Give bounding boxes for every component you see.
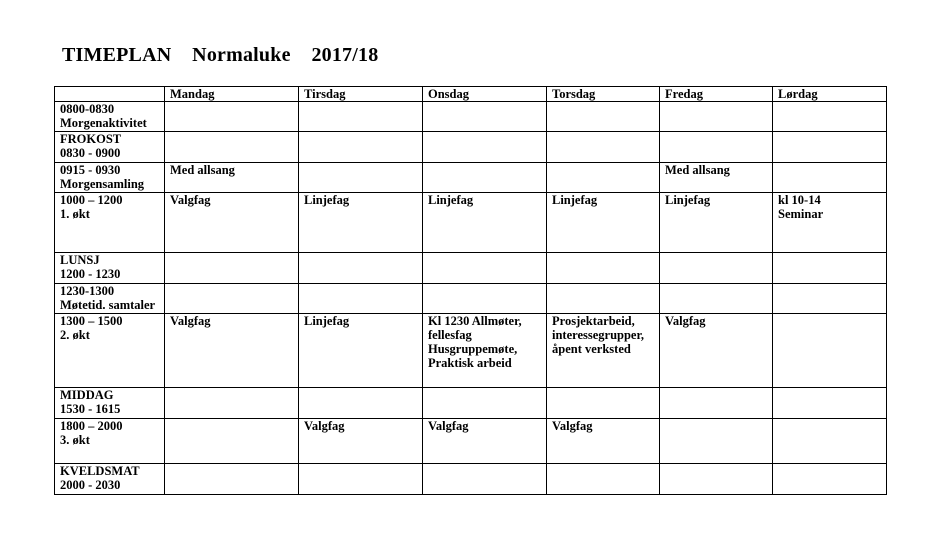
schedule-cell <box>660 314 773 388</box>
schedule-cell <box>165 388 299 419</box>
time-slot-line: 2. økt <box>60 328 90 342</box>
table-row <box>55 284 887 314</box>
schedule-cell <box>165 284 299 314</box>
activity-line: åpent verksted <box>552 342 631 356</box>
schedule-cell <box>547 102 660 132</box>
schedule-table <box>54 86 887 495</box>
time-slot-line: 1300 – 1500 <box>60 314 123 328</box>
activity-line: Husgruppemøte, <box>428 342 518 356</box>
schedule-cell <box>773 284 887 314</box>
activity-line: Linjefag <box>304 314 350 328</box>
time-slot-line: 1230-1300 <box>60 284 115 298</box>
schedule-cell <box>547 464 660 495</box>
schedule-cell <box>773 102 887 132</box>
time-slot-line: FROKOST <box>60 132 122 146</box>
page-title: TIMEPLAN Normaluke 2017/18 <box>62 44 379 66</box>
schedule-cell <box>773 193 887 253</box>
schedule-cell <box>773 314 887 388</box>
schedule-cell <box>165 102 299 132</box>
header-cell-time <box>55 87 165 102</box>
activity-line: Valgfag <box>304 419 345 433</box>
table-row <box>55 464 887 495</box>
activity-line: Valgfag <box>665 314 706 328</box>
schedule-cell <box>299 284 423 314</box>
schedule-cell <box>165 464 299 495</box>
schedule-cell <box>547 419 660 464</box>
schedule-cell <box>299 102 423 132</box>
schedule-cell <box>423 102 547 132</box>
table-row <box>55 163 887 193</box>
schedule-cell <box>165 253 299 284</box>
activity-line: Linjefag <box>428 193 474 207</box>
schedule-cell <box>660 253 773 284</box>
schedule-cell <box>165 419 299 464</box>
schedule-cell <box>773 464 887 495</box>
schedule-cell <box>423 314 547 388</box>
table-row <box>55 419 887 464</box>
activity-line: Valgfag <box>170 193 211 207</box>
schedule-cell <box>660 419 773 464</box>
schedule-cell <box>547 193 660 253</box>
schedule-cell <box>423 163 547 193</box>
activity-line: Seminar <box>778 207 824 221</box>
schedule-cell <box>299 132 423 163</box>
activity-line: Med allsang <box>665 163 730 177</box>
schedule-cell <box>423 419 547 464</box>
schedule-cell <box>547 388 660 419</box>
schedule-cell <box>660 193 773 253</box>
schedule-cell <box>773 253 887 284</box>
schedule-cell <box>299 253 423 284</box>
time-slot-line: Morgenaktivitet <box>60 116 147 130</box>
header-cell-lordag: Lørdag <box>773 87 887 102</box>
time-slot-line: 1. økt <box>60 207 90 221</box>
time-slot-cell <box>55 314 165 388</box>
time-slot-cell <box>55 102 165 132</box>
activity-line: kl 10-14 <box>778 193 821 207</box>
header-cell-tirsdag: Tirsdag <box>299 87 423 102</box>
table-row <box>55 132 887 163</box>
table-row <box>55 253 887 284</box>
activity-line: Linjefag <box>304 193 350 207</box>
time-slot-line: 2000 - 2030 <box>60 478 121 492</box>
time-slot-line: 0800-0830 <box>60 102 115 116</box>
schedule-cell <box>773 419 887 464</box>
time-slot-line: 0830 - 0900 <box>60 146 121 160</box>
schedule-cell <box>165 163 299 193</box>
schedule-cell <box>547 163 660 193</box>
time-slot-cell <box>55 132 165 163</box>
schedule-cell <box>299 464 423 495</box>
time-slot-cell <box>55 163 165 193</box>
schedule-cell <box>423 284 547 314</box>
schedule-cell <box>299 193 423 253</box>
schedule-cell <box>660 284 773 314</box>
schedule-cell <box>299 388 423 419</box>
schedule-cell <box>547 132 660 163</box>
activity-line: Kl 1230 Allmøter, <box>428 314 522 328</box>
activity-line: Valgfag <box>552 419 593 433</box>
time-slot-cell <box>55 284 165 314</box>
time-slot-line: 1000 – 1200 <box>60 193 123 207</box>
time-slot-line: 1200 - 1230 <box>60 267 121 281</box>
schedule-cell <box>165 193 299 253</box>
time-slot-line: Møtetid. samtaler <box>60 298 156 312</box>
table-row <box>55 193 887 253</box>
schedule-cell <box>423 253 547 284</box>
activity-line: fellesfag <box>428 328 472 342</box>
table-row <box>55 388 887 419</box>
activity-line: Valgfag <box>428 419 469 433</box>
header-cell-torsdag: Torsdag <box>547 87 660 102</box>
time-slot-line: 0915 - 0930 <box>60 163 121 177</box>
schedule-cell <box>660 163 773 193</box>
time-slot-line: 3. økt <box>60 433 90 447</box>
time-slot-line: MIDDAG <box>60 388 114 402</box>
schedule-cell <box>165 132 299 163</box>
table-row <box>55 102 887 132</box>
time-slot-line: Morgensamling <box>60 177 145 191</box>
table-row <box>55 314 887 388</box>
activity-line: interessegrupper, <box>552 328 645 342</box>
header-cell-onsdag: Onsdag <box>423 87 547 102</box>
schedule-cell <box>660 102 773 132</box>
schedule-cell <box>299 314 423 388</box>
schedule-cell <box>299 419 423 464</box>
schedule-cell <box>660 464 773 495</box>
schedule-cell <box>660 132 773 163</box>
schedule-cell <box>773 388 887 419</box>
header-row <box>55 87 887 102</box>
schedule-cell <box>547 314 660 388</box>
header-cell-fredag: Fredag <box>660 87 773 102</box>
activity-line: Linjefag <box>665 193 711 207</box>
time-slot-cell <box>55 193 165 253</box>
header-cell-mandag: Mandag <box>165 87 299 102</box>
time-slot-line: 1530 - 1615 <box>60 402 121 416</box>
schedule-cell <box>299 163 423 193</box>
time-slot-cell <box>55 419 165 464</box>
activity-line: Praktisk arbeid <box>428 356 512 370</box>
time-slot-cell <box>55 253 165 284</box>
time-slot-cell <box>55 388 165 419</box>
time-slot-line: LUNSJ <box>60 253 100 267</box>
activity-line: Prosjektarbeid, <box>552 314 635 328</box>
activity-line: Linjefag <box>552 193 598 207</box>
activity-line: Med allsang <box>170 163 235 177</box>
schedule-cell <box>165 314 299 388</box>
schedule-cell <box>660 388 773 419</box>
schedule-cell <box>423 193 547 253</box>
schedule-cell <box>423 388 547 419</box>
schedule-cell <box>423 464 547 495</box>
time-slot-line: 1800 – 2000 <box>60 419 123 433</box>
schedule-cell <box>773 163 887 193</box>
time-slot-line: KVELDSMAT <box>60 464 140 478</box>
activity-line: Valgfag <box>170 314 211 328</box>
schedule-cell <box>773 132 887 163</box>
schedule-cell <box>547 253 660 284</box>
schedule-cell <box>423 132 547 163</box>
time-slot-cell <box>55 464 165 495</box>
schedule-cell <box>547 284 660 314</box>
